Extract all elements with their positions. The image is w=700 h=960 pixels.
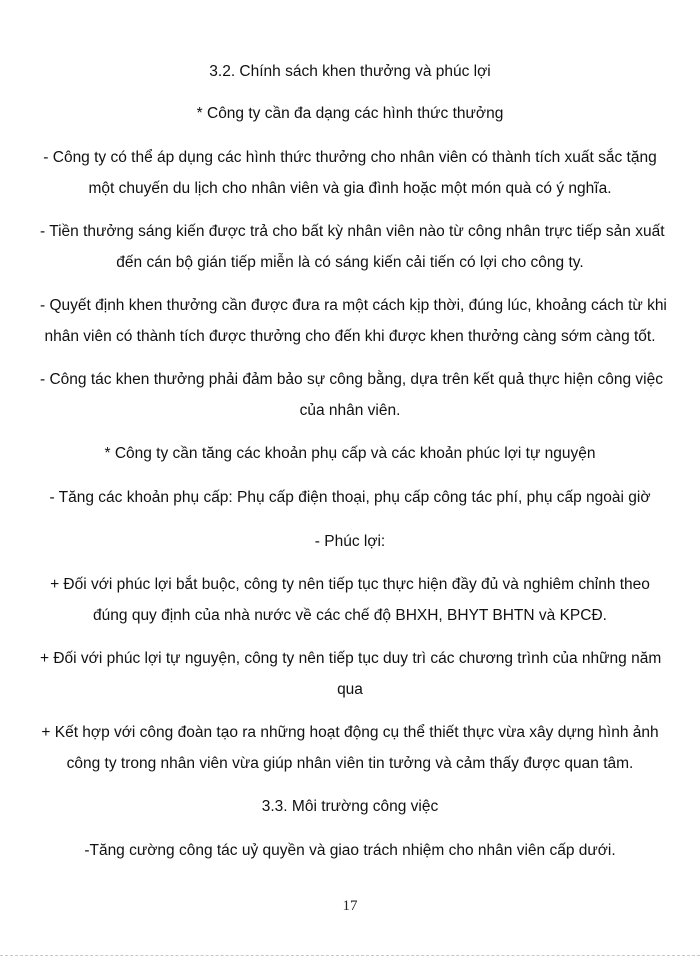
- paragraph-line: - Tiền thưởng sáng kiến được trả cho bất kỳ nhân viên nào từ công nhân trực tiếp sản xuất: [40, 223, 665, 240]
- paragraph-line: nhân viên có thành tích được thưởng cho đến khi được khen thưởng càng sớm càng tốt.: [44, 328, 656, 345]
- paragraph-line: công ty trong nhân viên vừa giúp nhân viên tin tưởng và cảm thấy được quan tâm.: [66, 755, 634, 772]
- paragraph-line: + Kết hợp với công đoàn tạo ra những hoạt động cụ thể thiết thực vừa xây dựng hình ảnh: [41, 724, 659, 741]
- paragraph-line: - Quyết định khen thưởng cần được đưa ra một cách kịp thời, đúng lúc, khoảng cách từ khi: [40, 297, 667, 314]
- paragraph-line: đến cán bộ gián tiếp miễn là có sáng kiến cải tiến có lợi cho công ty.: [116, 254, 584, 271]
- paragraph-line: + Đối với phúc lợi tự nguyện, công ty nên tiếp tục duy trì các chương trình của những năm: [40, 650, 662, 667]
- paragraph-line: - Công ty có thể áp dụng các hình thức thưởng cho nhân viên có thành tích xuất sắc tặng: [43, 149, 657, 166]
- paragraph-line: - Tăng các khoản phụ cấp: Phụ cấp điện thoại, phụ cấp công tác phí, phụ cấp ngoài giờ: [49, 489, 651, 506]
- paragraph-line: qua: [337, 681, 363, 698]
- paragraph-line: - Công tác khen thưởng phải đảm bảo sự công bằng, dựa trên kết quả thực hiện công việc: [40, 371, 663, 388]
- section-heading-3-3: 3.3. Môi trường công việc: [261, 798, 439, 815]
- page-bottom-divider: [0, 955, 700, 956]
- section-heading-3-2: 3.2. Chính sách khen thưởng và phúc lợi: [209, 63, 491, 80]
- paragraph-line: đúng quy định của nhà nước về các chế độ BHXH, BHYT BHTN và KPCĐ.: [93, 607, 607, 624]
- paragraph-line: + Đối với phúc lợi bắt buộc, công ty nên tiếp tục thực hiện đầy đủ và nghiêm chỉnh theo: [50, 576, 650, 593]
- paragraph-line: - Phúc lợi:: [314, 533, 386, 550]
- subheading-allowances-benefits: * Công ty cần tăng các khoản phụ cấp và các khoản phúc lợi tự nguyện: [104, 445, 596, 462]
- paragraph-line: một chuyến du lịch cho nhân viên và gia đình hoặc một món quà có ý nghĩa.: [88, 180, 612, 197]
- page-number: 17: [342, 898, 358, 914]
- subheading-diverse-rewards: * Công ty cần đa dạng các hình thức thưởng: [196, 105, 504, 122]
- paragraph-line: -Tăng cường công tác uỷ quyền và giao trách nhiệm cho nhân viên cấp dưới.: [84, 842, 616, 859]
- paragraph-line: của nhân viên.: [299, 402, 401, 419]
